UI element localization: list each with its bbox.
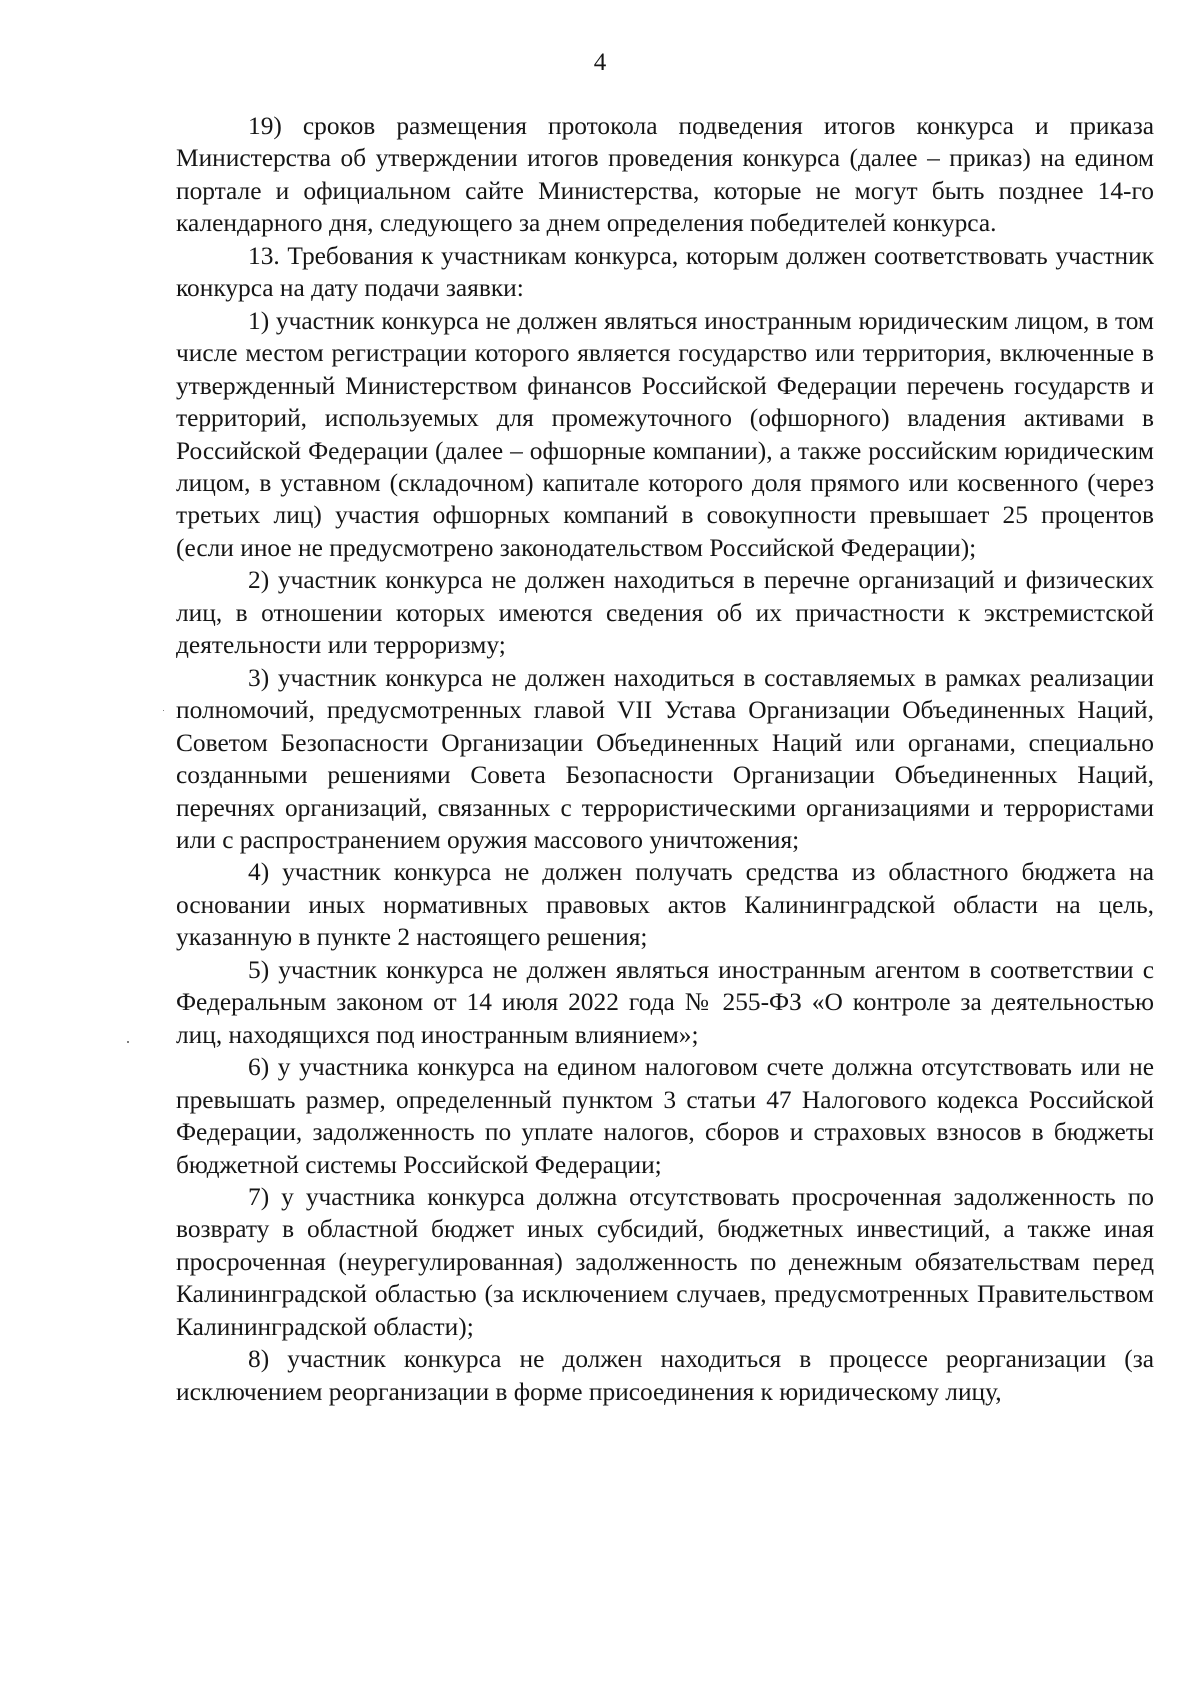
scan-speck <box>127 1041 129 1043</box>
requirement-5-paragraph: 5) участник конкурса не должен являться иностранным агентом в соответствии с Федеральным законом от 14 июля 2022 года № 255-ФЗ «О контроле за деятельностью лиц, находящихся под иностранным влиянием»; <box>176 955 1154 1049</box>
section-13-heading-paragraph: 13. Требования к участникам конкурса, которым должен соответствовать участник конкурса на дату подачи заявки: <box>176 241 1154 303</box>
requirement-6-paragraph: 6) у участника конкурса на едином налоговом счете должна отсутствовать или не превышать размер, определенный пунктом 3 статьи 47 Налогового кодекса Российской Федерации, задолженность по уплате налогов, сборов и страховых взносов в бюджеты бюджетной системы Российской Федерации; <box>176 1053 1154 1179</box>
requirement-7-paragraph: 7) у участника конкурса должна отсутствовать просроченная задолженность по возврату в областной бюджет иных субсидий, бюджетных инвестиций, а также иная просроченная (неурегулированная) задолженность по денежным обязательствам перед Калининградской областью (за исключением случаев, предусмотренных Правительством Калининградской области); <box>176 1182 1154 1341</box>
page-number: 4 <box>593 49 607 76</box>
requirement-3-paragraph: 3) участник конкурса не должен находиться в составляемых в рамках реализации полномочий, предусмотренных главой VII Устава Организации Объединенных Наций, Советом Безопасности Организации Объединенных Наций или органами, специально созданными решениями Совета Безопасности Организации Объединенных Наций, перечнях организаций, связанных с террористическими организациями и террористами или с распространением оружия массового уничтожения; <box>176 663 1154 854</box>
requirement-8-paragraph: 8) участник конкурса не должен находиться в процессе реорганизации (за исключением реорганизации в форме присоединения к юридическому лицу, <box>176 1345 1154 1406</box>
clause-19-paragraph: 19) сроков размещения протокола подведения итогов конкурса и приказа Министерства об утверждении итогов проведения конкурса (далее – приказ) на едином портале и официальном сайте Министерства, которые не могут быть позднее 14-го календарного дня, следующего за днем определения победителей конкурса. <box>176 112 1154 238</box>
requirement-4-paragraph: 4) участник конкурса не должен получать средства из областного бюджета на основании иных нормативных правовых актов Калининградской области на цель, указанную в пункте 2 настоящего решения; <box>176 858 1154 952</box>
scan-speck <box>163 710 164 711</box>
requirement-1-paragraph: 1) участник конкурса не должен являться иностранным юридическим лицом, в том числе местом регистрации которого является государство или территория, включенные в утвержденный Министерством финансов Российской Федерации перечень государств и территорий, используемых для промежуточного (офшорного) владения активами в Российской Федерации (далее – офшорные компании), а также российским юридическим лицом, в уставном (складочном) капитале которого доля прямого или косвенного (через третьих лиц) участия офшорных компаний в совокупности превышает 25 процентов (если иное не предусмотрено законодательством Российской Федерации); <box>176 306 1154 562</box>
requirement-2-paragraph: 2) участник конкурса не должен находиться в перечне организаций и физических лиц, в отношении которых имеются сведения об их причастности к экстремистской деятельности или терроризму; <box>176 566 1154 660</box>
document-body <box>176 110 1154 1408</box>
